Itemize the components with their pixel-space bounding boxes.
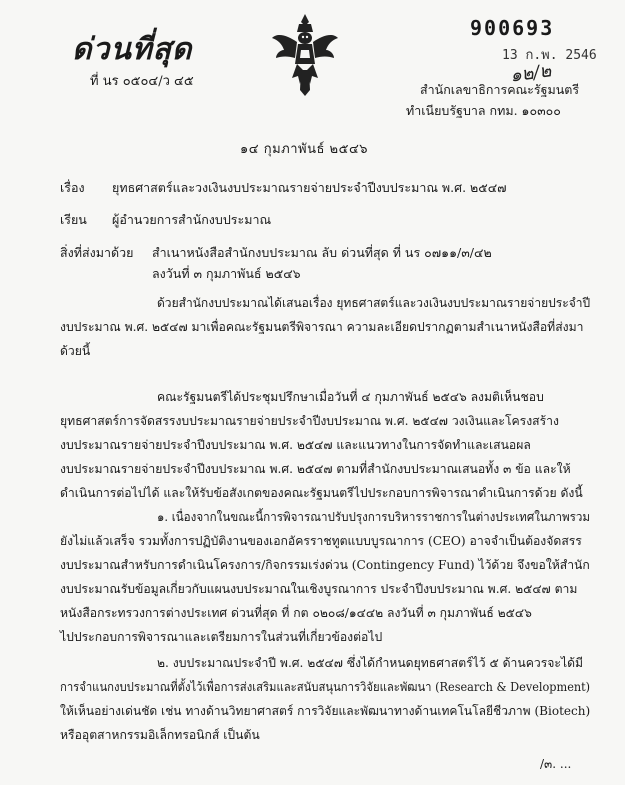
recipient-label: เรียน [60, 212, 87, 227]
received-stamp-date: 13 ก.พ. 2546 [502, 48, 597, 63]
paragraph-2-line-2: ยุทธศาสตร์การจัดสรรงบประมาณรายจ่ายประจำปีงบประมาณ พ.ศ. ๒๕๔๗ วงเงินและโครงสร้าง [60, 414, 559, 428]
paragraph-1-line-2: งบประมาณ พ.ศ. ๒๕๔๗ มาเพื่อคณะรัฐมนตรีพิจารณา ความละเอียดปรากฏตามสำเนาหนังสือที่ส่งมา [60, 320, 584, 334]
sender-office: สำนักเลขาธิการคณะรัฐมนตรี [420, 82, 580, 97]
enclosure-line-1: สำเนาหนังสือสำนักงบประมาณ ลับ ด่วนที่สุด ที่ นร ๐๗๑๑/๓/๔๒ [152, 245, 492, 260]
handwritten-mark: ๑๒/๒ [508, 60, 553, 87]
paragraph-1-line-1: ด้วยสำนักงบประมาณได้เสนอเรื่อง ยุทธศาสตร์และวงเงินงบประมาณรายจ่ายประจำปี [157, 296, 591, 310]
subject-text: ยุทธศาสตร์และวงเงินงบประมาณรายจ่ายประจำปีงบประมาณ พ.ศ. ๒๕๔๗ [112, 180, 507, 195]
paragraph-2-line-4: งบประมาณรายจ่ายประจำปีงบประมาณ พ.ศ. ๒๕๔๗ ตามที่สำนักงบประมาณเสนอทั้ง ๓ ข้อ และให้ [60, 462, 571, 476]
paragraph-2-line-3: งบประมาณรายจ่ายประจำปีงบประมาณ พ.ศ. ๒๕๔๗ และแนวทางในการจัดทำและเสนอผล [60, 438, 531, 452]
item-2-line-4: หรืออุตสาหกรรมอิเล็กทรอนิกส์ เป็นต้น [60, 728, 260, 742]
sender-address: ทำเนียบรัฐบาล กทม. ๑๐๓๐๐ [406, 103, 561, 118]
item-1-line-2: ยังไม่แล้วเสร็จ รวมทั้งการปฏิบัติงานของเอกอัครราชทูตแบบบูรณาการ (CEO) อาจจำเป็นต้องจัดสรร [60, 534, 582, 548]
item-2-line-2: การจำแนกงบประมาณที่ตั้งไว้เพื่อการส่งเสริมและสนับสนุนการวิจัยและพัฒนา (Research & Development) [60, 680, 591, 694]
item-2-line-3: ให้เห็นอย่างเด่นชัด เช่น ทางด้านวิทยาศาสตร์ การวิจัยและพัฒนาทางด้านเทคโนโลยีชีวภาพ (Biotech) [60, 704, 591, 718]
paragraph-2-line-5: ดำเนินการต่อไปได้ และให้รับข้อสังเกตของคณะรัฐมนตรีไปประกอบการพิจารณาดำเนินการด้วย ดังนี้ [60, 486, 583, 500]
recipient-row [60, 210, 271, 230]
letter-date: ๑๔ กุมภาพันธ์ ๒๕๔๖ [240, 142, 369, 157]
serial-number: 900693 [470, 16, 555, 40]
next-page-indicator: /๓. ... [540, 757, 572, 771]
document-number: ที่ นร ๐๕๐๔/ว ๔๕ [90, 74, 194, 89]
enclosure-label: สิ่งที่ส่งมาด้วย [60, 245, 134, 260]
item-1-line-6: ไปประกอบการพิจารณาและเตรียมการในส่วนที่เกี่ยวข้องต่อไป [60, 630, 383, 644]
recipient-text: ผู้อำนวยการสำนักงบประมาณ [112, 212, 272, 227]
paragraph-1-line-3: ด้วยนี้ [60, 344, 91, 358]
subject-label: เรื่อง [60, 180, 85, 195]
enclosure-line-2: ลงวันที่ ๓ กุมภาพันธ์ ๒๕๔๖ [152, 266, 301, 281]
enclosure-row [60, 243, 492, 263]
item-1-line-1: ๑. เนื่องจากในขณะนี้การพิจารณาปรับปรุงการบริหารราชการในต่างประเทศในภาพรวม [157, 510, 591, 524]
item-1-line-3: งบประมาณสำหรับการดำเนินโครงการ/กิจกรรมเร่งด่วน (Contingency Fund) ไว้ด้วย จึงขอให้สำนัก [60, 558, 590, 572]
subject-row [60, 178, 507, 198]
garuda-emblem-icon [270, 12, 340, 96]
urgency-label: ด่วนที่สุด [72, 32, 193, 67]
item-1-line-5: หนังสือกระทรวงการต่างประเทศ ด่วนที่สุด ที่ กต ๐๒๐๘/๑๔๔๒ ลงวันที่ ๓ กุมภาพันธ์ ๒๕๔๖ [60, 606, 532, 620]
paragraph-2-line-1: คณะรัฐมนตรีได้ประชุมปรึกษาเมื่อวันที่ ๔ กุมภาพันธ์ ๒๕๔๖ ลงมติเห็นชอบ [157, 390, 544, 404]
item-2-line-1: ๒. งบประมาณประจำปี พ.ศ. ๒๕๔๗ ซึ่งได้กำหนดยุทธศาสตร์ไว้ ๕ ด้านควรจะได้มี [157, 656, 584, 670]
item-1-line-4: งบประมาณรับข้อมูลเกี่ยวกับแผนงบประมาณในเชิงบูรณาการ ประจำปีงบประมาณ พ.ศ. ๒๕๔๗ ตาม [60, 582, 578, 596]
